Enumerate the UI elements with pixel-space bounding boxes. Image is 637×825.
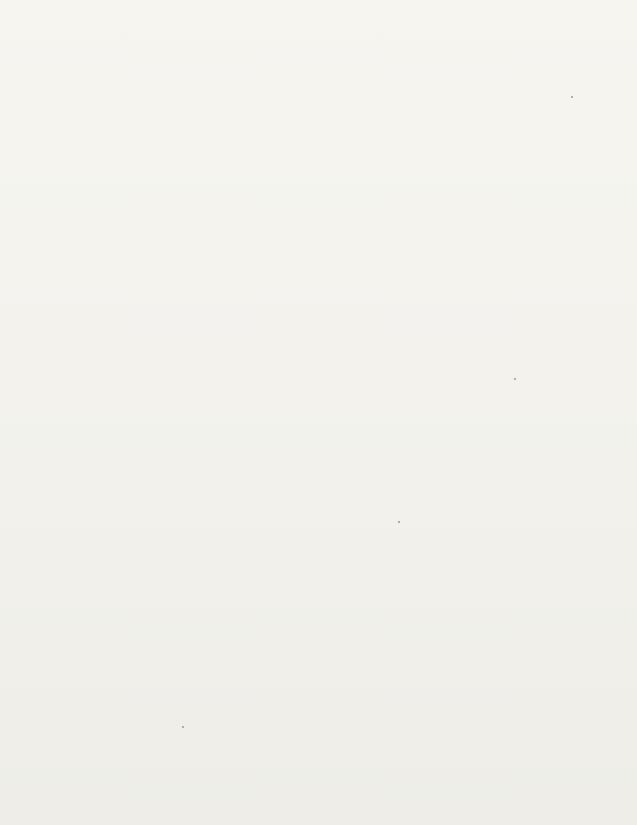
paper-speck — [514, 378, 516, 380]
paper-speck — [571, 96, 573, 98]
paper-speck — [398, 521, 400, 523]
paper-speck — [182, 726, 184, 728]
